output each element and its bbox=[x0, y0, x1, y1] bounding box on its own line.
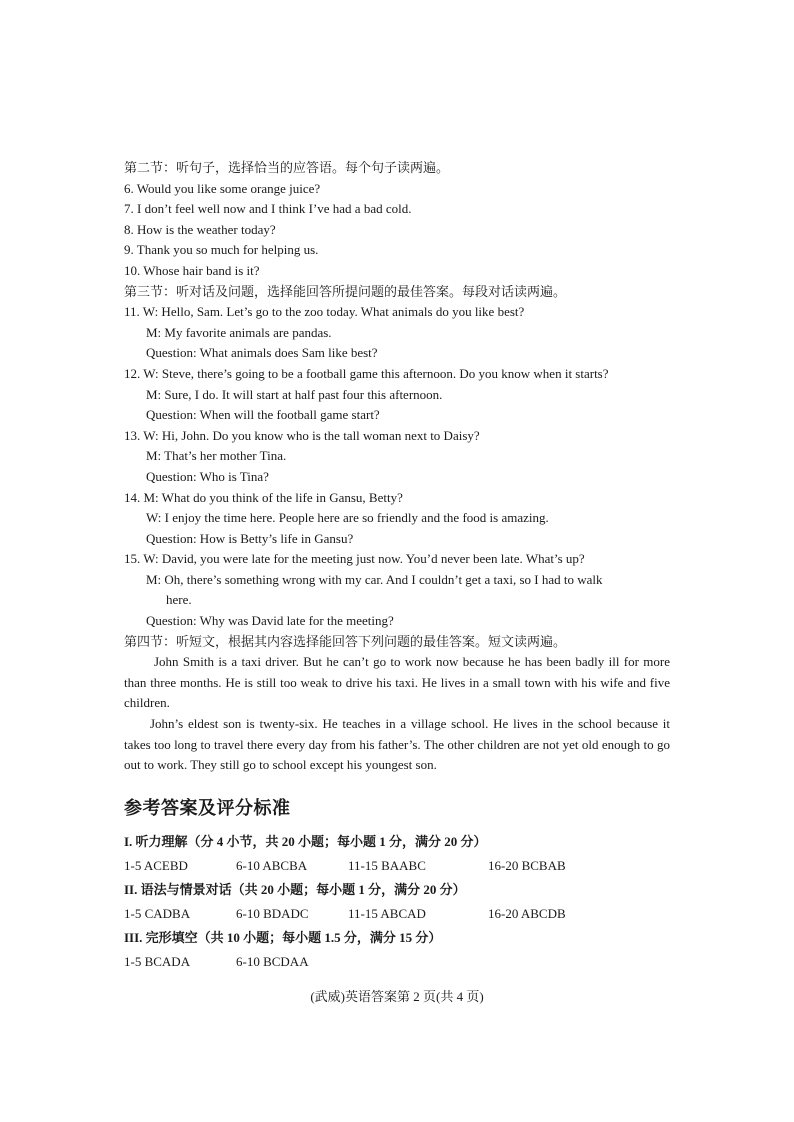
answer-group: 16-20 ABCDB bbox=[488, 906, 566, 921]
sentence: 8. How is the weather today? bbox=[124, 221, 276, 237]
answer-part-heading: III. 完形填空（共 10 小题；每小题 1.5 分，满分 15 分） bbox=[124, 930, 442, 945]
answer-group: 11-15 ABCAD bbox=[348, 906, 426, 921]
answer-group: 6-10 ABCBA bbox=[236, 858, 308, 873]
answer-key bbox=[124, 794, 684, 974]
dialogue-question: Question: When will the football game start? bbox=[146, 407, 380, 423]
answer-key-title: 参考答案及评分标准 bbox=[124, 798, 291, 818]
answer-group: 1-5 CADBA bbox=[124, 906, 191, 921]
answer-row bbox=[124, 950, 684, 974]
passage-paragraph: John’s eldest son is twenty-six. He teaches in a village school. He lives in the school because it takes too long to travel there every day from his father’s. The other children are not yet old enough to go out to work. They still go to school except his youngest son. bbox=[124, 716, 670, 773]
dialogue-question: Question: Who is Tina? bbox=[146, 468, 269, 484]
sentence: 9. Thank you so much for helping us. bbox=[124, 242, 319, 258]
section-heading: 第三节：听对话及问题，选择能回答所提问题的最佳答案。每段对话读两遍。 bbox=[124, 283, 567, 299]
section-heading: 第二节：听句子，选择恰当的应答语。每个句子读两遍。 bbox=[124, 160, 450, 175]
dialogue-line-continued: here. bbox=[166, 592, 192, 608]
sentence: 10. Whose hair band is it? bbox=[124, 262, 260, 278]
page-footer: (武威)英语答案第 2 页(共 4 页) bbox=[310, 989, 484, 1004]
dialogue-line: M: My favorite animals are pandas. bbox=[146, 324, 332, 340]
answer-part-heading: I. 听力理解（分 4 小节，共 20 小题；每小题 1 分，满分 20 分） bbox=[124, 834, 487, 849]
passage-paragraph: John Smith is a taxi driver. But he can’t go to work now because he has been badly ill for more than three months. He is still too weak to drive his taxi. He lives in a small town with his wife and five children. bbox=[124, 654, 670, 711]
answer-group: 6-10 BCDAA bbox=[236, 954, 309, 969]
answer-group: 16-20 BCBAB bbox=[488, 858, 566, 873]
answer-group: 6-10 BDADC bbox=[236, 906, 309, 921]
dialogue-line: 12. W: Steve, there’s going to be a football game this afternoon. Do you know when it starts? bbox=[124, 365, 609, 381]
answer-row bbox=[124, 902, 684, 926]
dialogue-line: 13. W: Hi, John. Do you know who is the tall woman next to Daisy? bbox=[124, 427, 480, 443]
dialogue-line: M: Oh, there’s something wrong with my car. And I couldn’t get a taxi, so I had to walk bbox=[146, 571, 603, 587]
answer-row bbox=[124, 854, 684, 878]
dialogue-question: Question: What animals does Sam like best? bbox=[146, 345, 378, 361]
dialogue-line: 14. M: What do you think of the life in Gansu, Betty? bbox=[124, 489, 403, 505]
sentence: 6. Would you like some orange juice? bbox=[124, 180, 321, 196]
answer-group: 1-5 BCADA bbox=[124, 954, 191, 969]
sentence: 7. I don’t feel well now and I think I’ve had a bad cold. bbox=[124, 201, 412, 217]
dialogue-question: Question: How is Betty’s life in Gansu? bbox=[146, 530, 354, 546]
answer-group: 11-15 BAABC bbox=[348, 858, 426, 873]
answer-group: 1-5 ACEBD bbox=[124, 858, 188, 873]
dialogue-line: 15. W: David, you were late for the meeting just now. You’d never been late. What’s up? bbox=[124, 551, 585, 567]
dialogue-line: W: I enjoy the time here. People here are so friendly and the food is amazing. bbox=[146, 510, 549, 526]
listening-transcript bbox=[124, 158, 670, 776]
answer-part-heading: II. 语法与情景对话（共 20 小题；每小题 1 分，满分 20 分） bbox=[124, 882, 466, 897]
section-heading: 第四节：听短文，根据其内容选择能回答下列问题的最佳答案。短文读两遍。 bbox=[124, 633, 567, 649]
dialogue-line: M: Sure, I do. It will start at half past four this afternoon. bbox=[146, 386, 443, 402]
dialogue-line: 11. W: Hello, Sam. Let’s go to the zoo today. What animals do you like best? bbox=[124, 304, 525, 320]
dialogue-line: M: That’s her mother Tina. bbox=[146, 448, 287, 464]
dialogue-question: Question: Why was David late for the meeting? bbox=[146, 613, 394, 629]
